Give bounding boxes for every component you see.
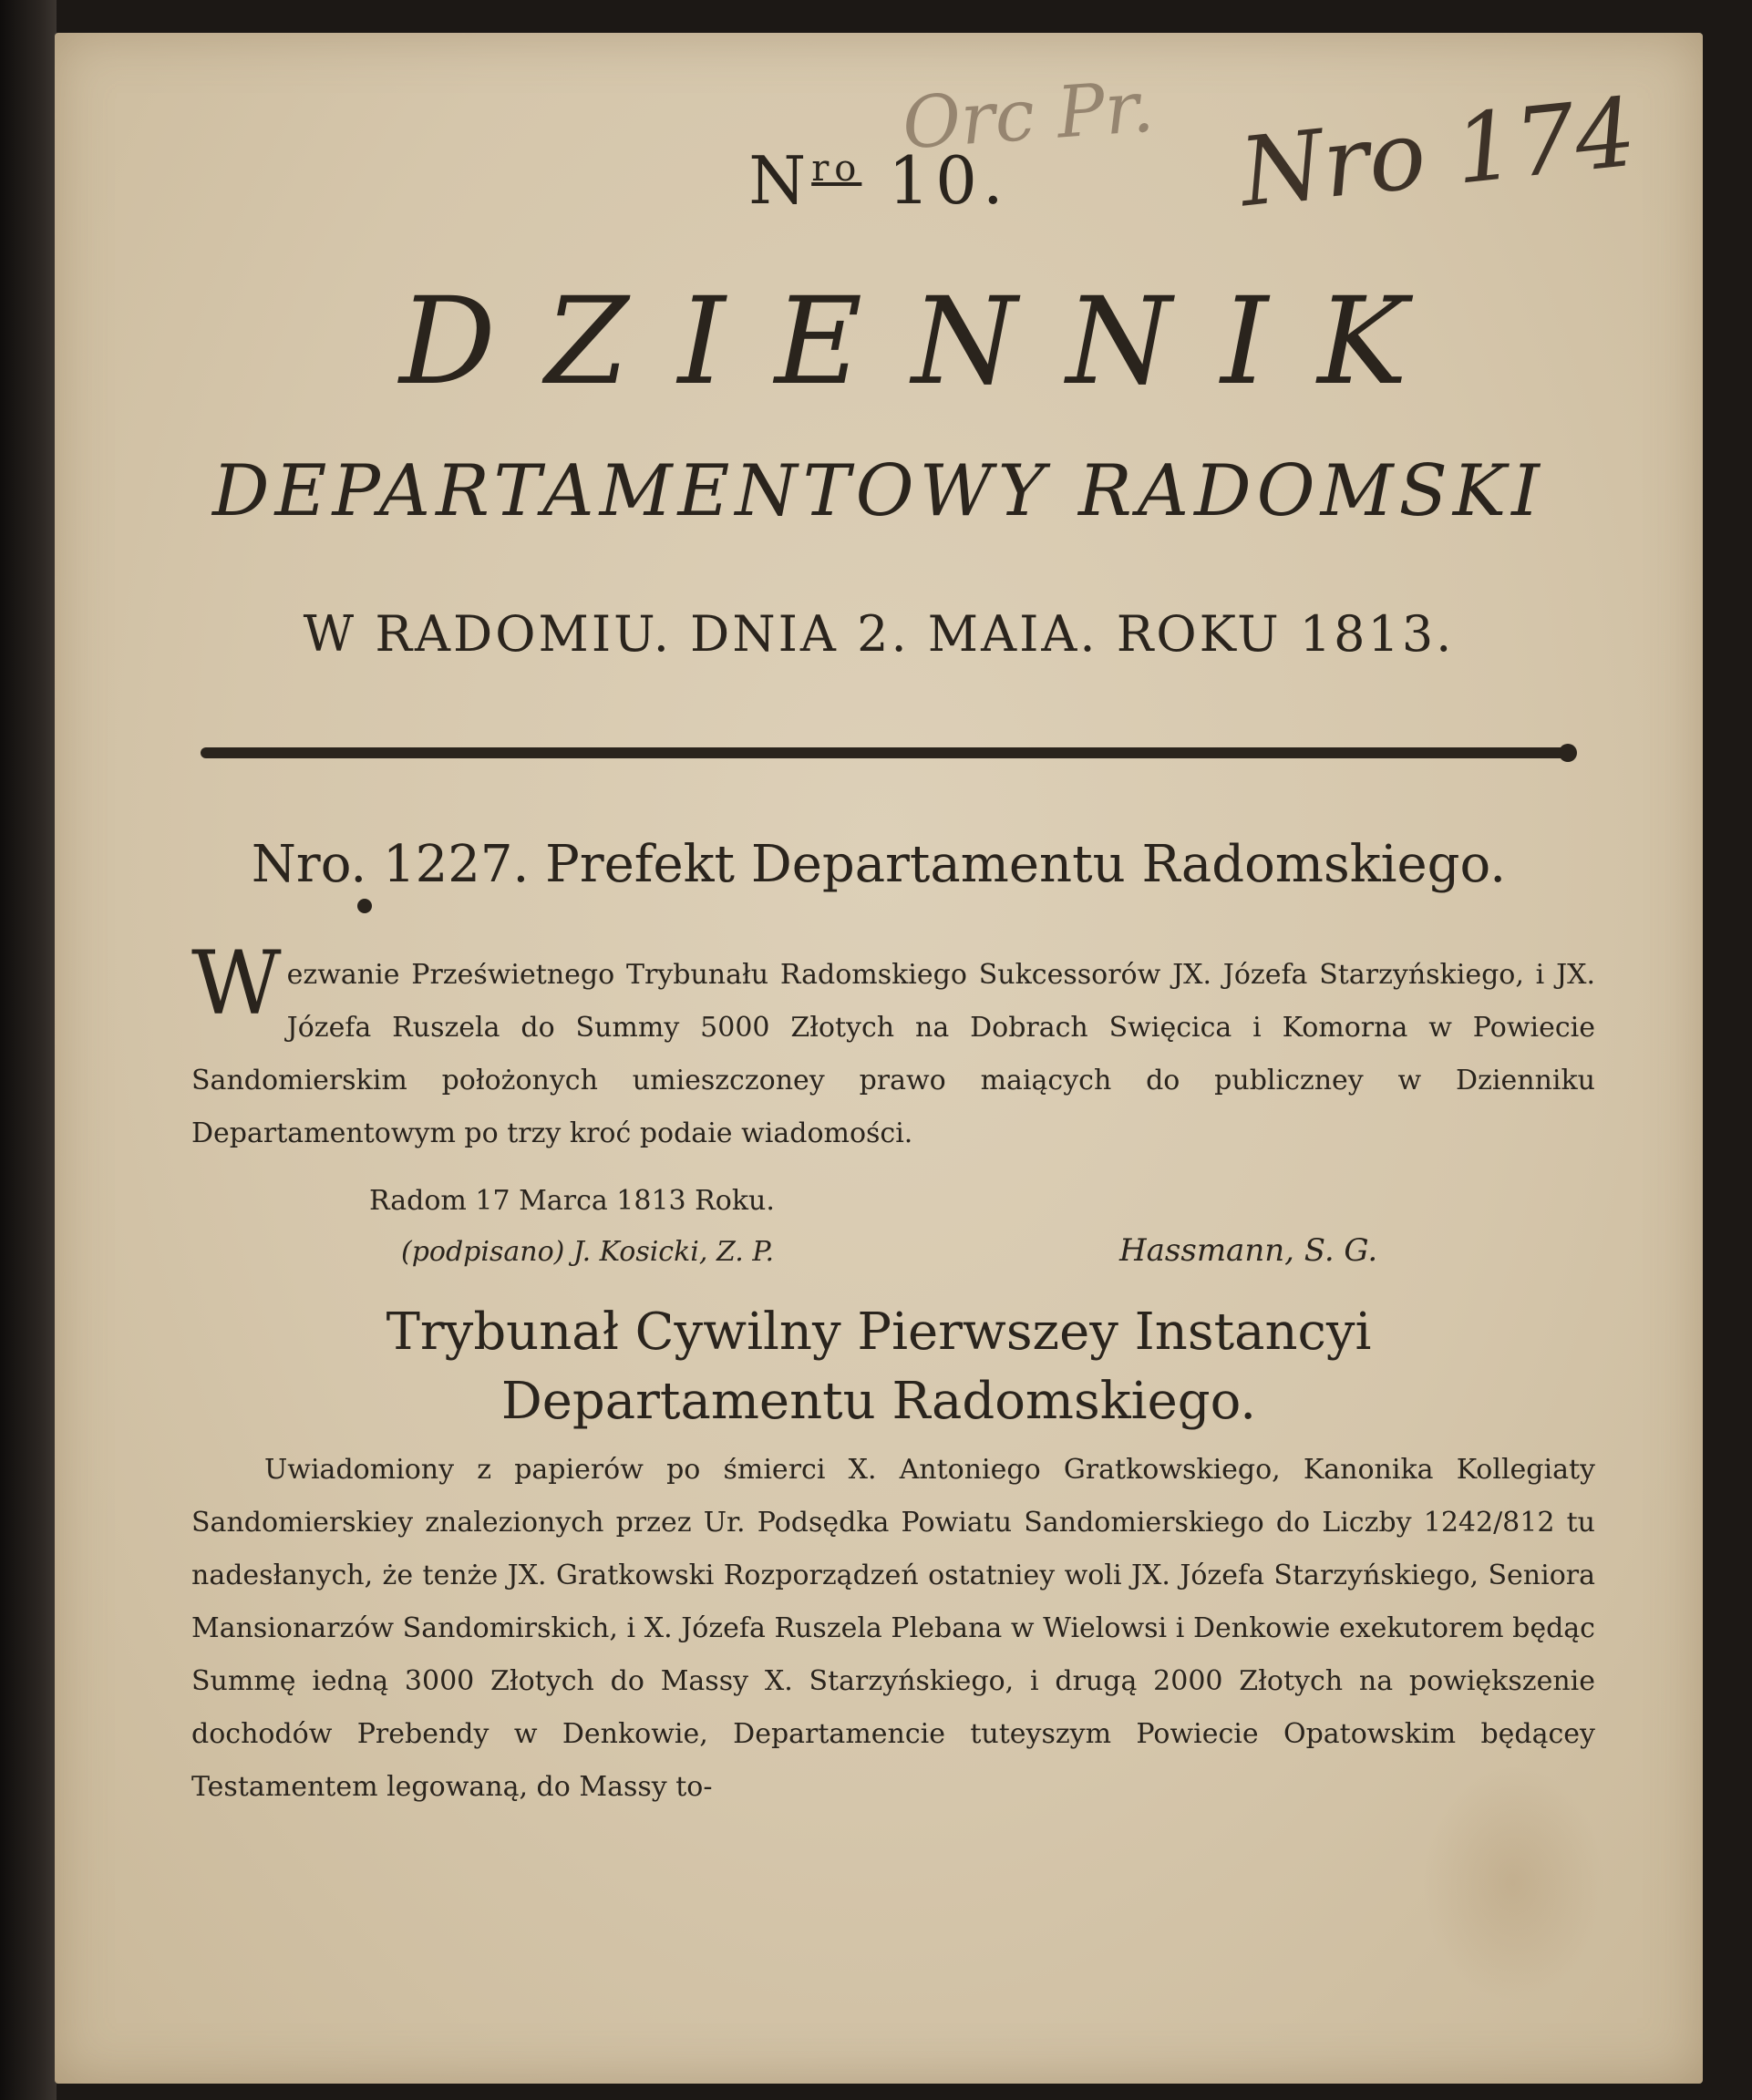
masthead-title: DZIENNIK <box>399 272 1457 412</box>
masthead-subtitle: DEPARTAMENTOWY RADOMSKI <box>212 450 1545 532</box>
masthead-rule <box>201 747 1568 758</box>
drop-initial: W <box>191 932 282 1035</box>
signature-right: Hassmann, S. G. <box>1119 1232 1378 1269</box>
dateline: W RADOMIU. DNIA 2. MAIA. ROKU 1813. <box>303 605 1455 663</box>
section1-date: Radom 17 Marca 1813 Roku. <box>369 1185 775 1217</box>
section1-body <box>191 932 1595 1160</box>
ornament-dot <box>357 899 372 913</box>
issue-value: 10. <box>888 142 1009 219</box>
section1-heading: Nro. 1227. Prefekt Departamentu Radomskiego. <box>251 835 1507 894</box>
issue-label: N <box>748 142 812 219</box>
section2-heading-text: Trybunał Cywilny Pierwszey Instancyi Departamentu Radomskiego. <box>386 1302 1372 1431</box>
section1-text: ezwanie Prześwietnego Trybunału Radomskiego Sukcessorów JX. Józefa Starzyńskiego, i JX. Józefa Ruszela do Summy 5000 Złotych na Dobrach Swięcica i Komorna w Powiecie Sandomierskim położonych umieszczoney prawo maiących do publiczney w Dzienniku Departamentowym po trzy kroć podaie wiadomości. <box>191 959 1595 1149</box>
book-binding <box>0 0 57 2100</box>
newspaper-page <box>55 33 1703 2084</box>
section2-body: Uwiadomiony z papierów po śmierci X. Antoniego Gratkowskiego, Kanonika Kollegiaty Sandomierskiey znalezionych przez Ur. Podsędka Powiatu Sandomierskiego do Liczby 1242/812 tu nadesłanych, że tenże JX. Gratkowski Rozporządzeń ostatniey woli JX. Józefa Starzyńskiego, Seniora Mansionarzów Sandomirskich, i X. Józefa Ruszela Plebana w Wielowsi i Denkowie exekutorem będąc Summę iedną 3000 Złotych do Massy X. Starzyńskiego, i drugą 2000 Złotych na powiększenie dochodów Prebendy w Denkowie, Departamencie tuteyszym Powiecie Opatowskim będącey Testamentem legowaną, do Massy to- <box>191 1454 1595 1803</box>
issue-number <box>55 142 1703 219</box>
handwritten-number: Nro 174 <box>1234 76 1642 229</box>
section2-heading <box>55 1298 1703 1436</box>
signature-left: (podpisano) J. Kosicki, Z. P. <box>401 1236 774 1268</box>
handwritten-scribble: Orc Pr. <box>900 66 1157 166</box>
issue-sup: ro <box>811 148 862 190</box>
